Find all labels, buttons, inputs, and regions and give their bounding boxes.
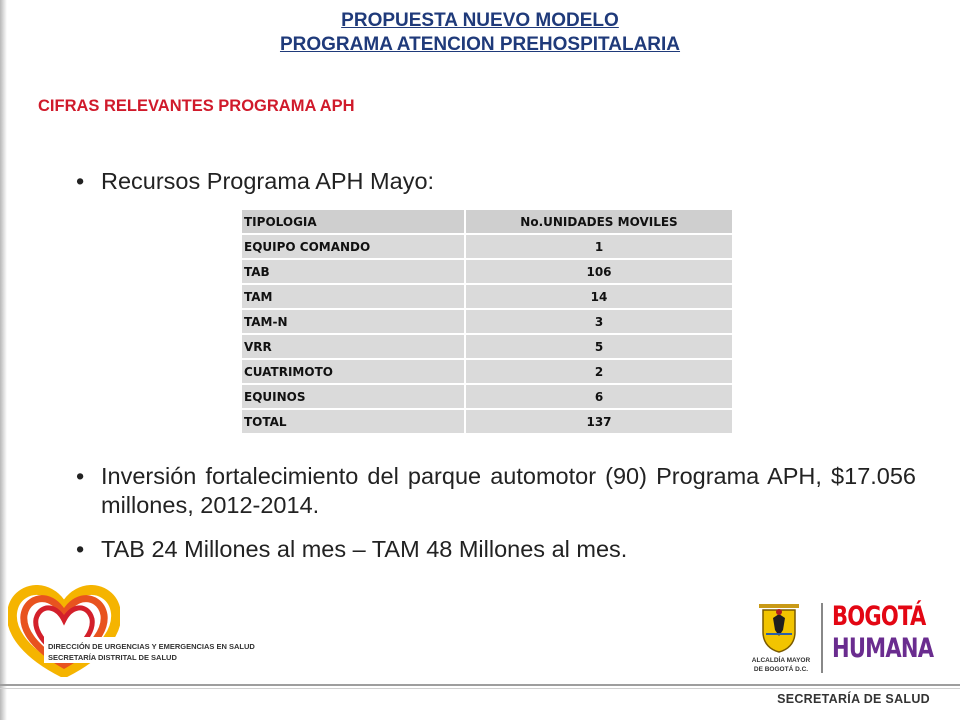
bullet-costos <box>76 535 627 564</box>
table-cell-unidades: 137 <box>465 409 732 434</box>
urgencias-heart-logo-icon <box>8 585 120 677</box>
bullet-text: Recursos Programa APH Mayo: <box>101 168 435 194</box>
bogota-coat-of-arms-icon <box>757 600 801 654</box>
table-cell-unidades: 6 <box>465 384 732 409</box>
bullet-recursos <box>76 167 434 196</box>
alcaldia-line2: DE BOGOTÁ D.C. <box>753 666 809 673</box>
urgencias-logo-line2: SECRETARÍA DISTRITAL DE SALUD <box>48 653 177 662</box>
table-cell-unidades: 106 <box>465 259 732 284</box>
table-row <box>242 309 732 334</box>
bullet-dot: • <box>76 168 85 194</box>
slide-title-line1: PROPUESTA NUEVO MODELO <box>341 10 619 31</box>
slide-title-line2: PROGRAMA ATENCION PREHOSPITALARIA <box>279 34 681 55</box>
table-row <box>242 284 732 309</box>
bullet-text: Inversión fortalecimiento del parque automotor (90) Programa APH, $17.056 millones, 2012-2014. <box>101 463 916 518</box>
table-cell-tipologia: TAM-N <box>242 309 465 334</box>
table-cell-unidades: 5 <box>465 334 732 359</box>
alcaldia-line1: ALCALDÍA MAYOR <box>751 657 811 664</box>
footer-divider <box>0 684 960 686</box>
footer-divider-thin <box>0 688 960 689</box>
slide-left-edge-shadow <box>0 0 7 720</box>
logo-separator <box>821 603 823 673</box>
table-cell-tipologia: TAB <box>242 259 465 284</box>
table-row <box>242 384 732 409</box>
alcaldia-logo-text <box>744 656 818 674</box>
bullet-dot: • <box>76 536 85 562</box>
table-cell-unidades: 3 <box>465 309 732 334</box>
bogota-humana-logo <box>832 601 960 665</box>
table-cell-tipologia: TAM <box>242 284 465 309</box>
bullet-inversion <box>76 462 916 520</box>
table-row <box>242 234 732 259</box>
table-cell-tipologia: EQUIPO COMANDO <box>242 234 465 259</box>
table-row <box>242 259 732 284</box>
urgencias-logo-line1: DIRECCIÓN DE URGENCIAS Y EMERGENCIAS EN SALUD <box>48 642 255 651</box>
table-row <box>242 334 732 359</box>
table-cell-tipologia: CUATRIMOTO <box>242 359 465 384</box>
table-cell-unidades: 2 <box>465 359 732 384</box>
table-cell-tipologia: VRR <box>242 334 465 359</box>
bogota-humana-word1: BOGOTÁ <box>832 601 926 632</box>
table-header-unidades: No.UNIDADES MOVILES <box>465 210 732 234</box>
footer-department-label: SECRETARÍA DE SALUD <box>777 692 930 706</box>
table-header-tipologia: TIPOLOGIA <box>242 210 465 234</box>
table-cell-unidades: 1 <box>465 234 732 259</box>
bogota-humana-word2: HUMANA <box>832 633 934 664</box>
table-cell-unidades: 14 <box>465 284 732 309</box>
bullet-text: TAB 24 Millones al mes – TAM 48 Millones al mes. <box>101 536 628 562</box>
resources-table <box>242 210 732 435</box>
bullet-dot: • <box>76 463 85 489</box>
table-cell-tipologia: TOTAL <box>242 409 465 434</box>
section-subtitle: CIFRAS RELEVANTES PROGRAMA APH <box>38 97 355 115</box>
table-cell-tipologia: EQUINOS <box>242 384 465 409</box>
urgencias-logo-text <box>48 641 255 663</box>
table-header-row <box>242 210 732 234</box>
table-row-total <box>242 409 732 434</box>
table-row <box>242 359 732 384</box>
